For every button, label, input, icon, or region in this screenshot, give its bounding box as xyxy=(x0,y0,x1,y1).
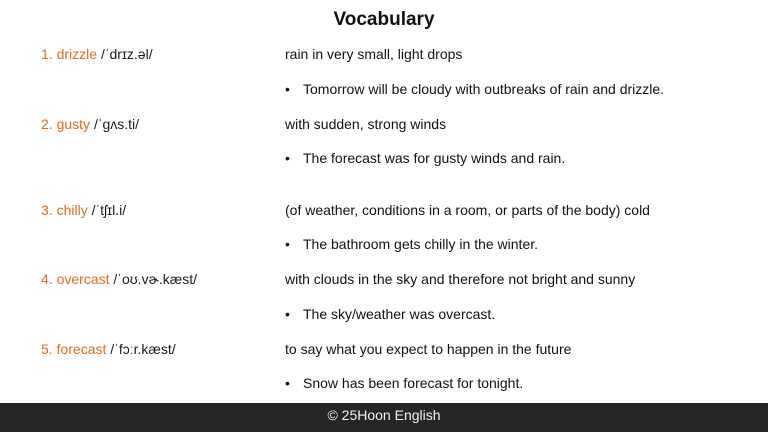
term-number: 5. xyxy=(41,341,53,357)
example-text: The sky/weather was overcast. xyxy=(303,306,496,322)
term-pronunciation: /ˈtʃɪl.i/ xyxy=(91,202,127,218)
term-number: 1. xyxy=(41,46,53,62)
vocab-term-chilly xyxy=(41,202,126,218)
example-sentence xyxy=(285,375,523,391)
term-definition: with sudden, strong winds xyxy=(285,116,447,132)
bullet-icon: • xyxy=(285,375,290,391)
term-word: gusty xyxy=(56,116,91,132)
example-sentence xyxy=(285,306,495,322)
term-word: chilly xyxy=(56,202,88,218)
page-title: Vocabulary xyxy=(333,9,435,30)
footer-bar xyxy=(0,403,768,432)
bullet-icon: • xyxy=(285,306,290,322)
vocab-term-gusty xyxy=(41,116,139,132)
example-sentence xyxy=(285,81,664,97)
term-word: forecast xyxy=(56,341,107,357)
example-text: Tomorrow will be cloudy with outbreaks of rain and drizzle. xyxy=(303,81,665,97)
example-sentence xyxy=(285,236,538,252)
vocab-term-drizzle xyxy=(41,46,153,62)
example-text: The forecast was for gusty winds and rain. xyxy=(303,150,566,166)
term-pronunciation: /ˈfɔːr.kæst/ xyxy=(110,341,176,357)
term-word: drizzle xyxy=(56,46,98,62)
term-pronunciation: /ˈdrɪz.əl/ xyxy=(100,46,153,62)
example-sentence xyxy=(285,150,565,166)
term-definition: to say what you expect to happen in the future xyxy=(285,341,572,357)
term-number: 2. xyxy=(41,116,53,132)
bullet-icon: • xyxy=(285,236,290,252)
term-definition: (of weather, conditions in a room, or parts of the body) cold xyxy=(285,202,650,218)
bullet-icon: • xyxy=(285,81,290,97)
example-text: The bathroom gets chilly in the winter. xyxy=(303,236,539,252)
term-pronunciation: /ˈɡʌs.ti/ xyxy=(93,116,140,132)
term-definition: with clouds in the sky and therefore not bright and sunny xyxy=(285,271,636,287)
bullet-icon: • xyxy=(285,150,290,166)
example-text: Snow has been forecast for tonight. xyxy=(303,375,524,391)
term-word: overcast xyxy=(56,271,110,287)
vocab-term-overcast xyxy=(41,271,197,287)
term-definition: rain in very small, light drops xyxy=(285,46,463,62)
vocab-term-forecast xyxy=(41,341,176,357)
term-number: 4. xyxy=(41,271,53,287)
copyright-text: © 25Hoon English xyxy=(327,407,441,423)
term-number: 3. xyxy=(41,202,53,218)
term-pronunciation: /ˈoʊ.vɚ.kæst/ xyxy=(113,271,198,287)
